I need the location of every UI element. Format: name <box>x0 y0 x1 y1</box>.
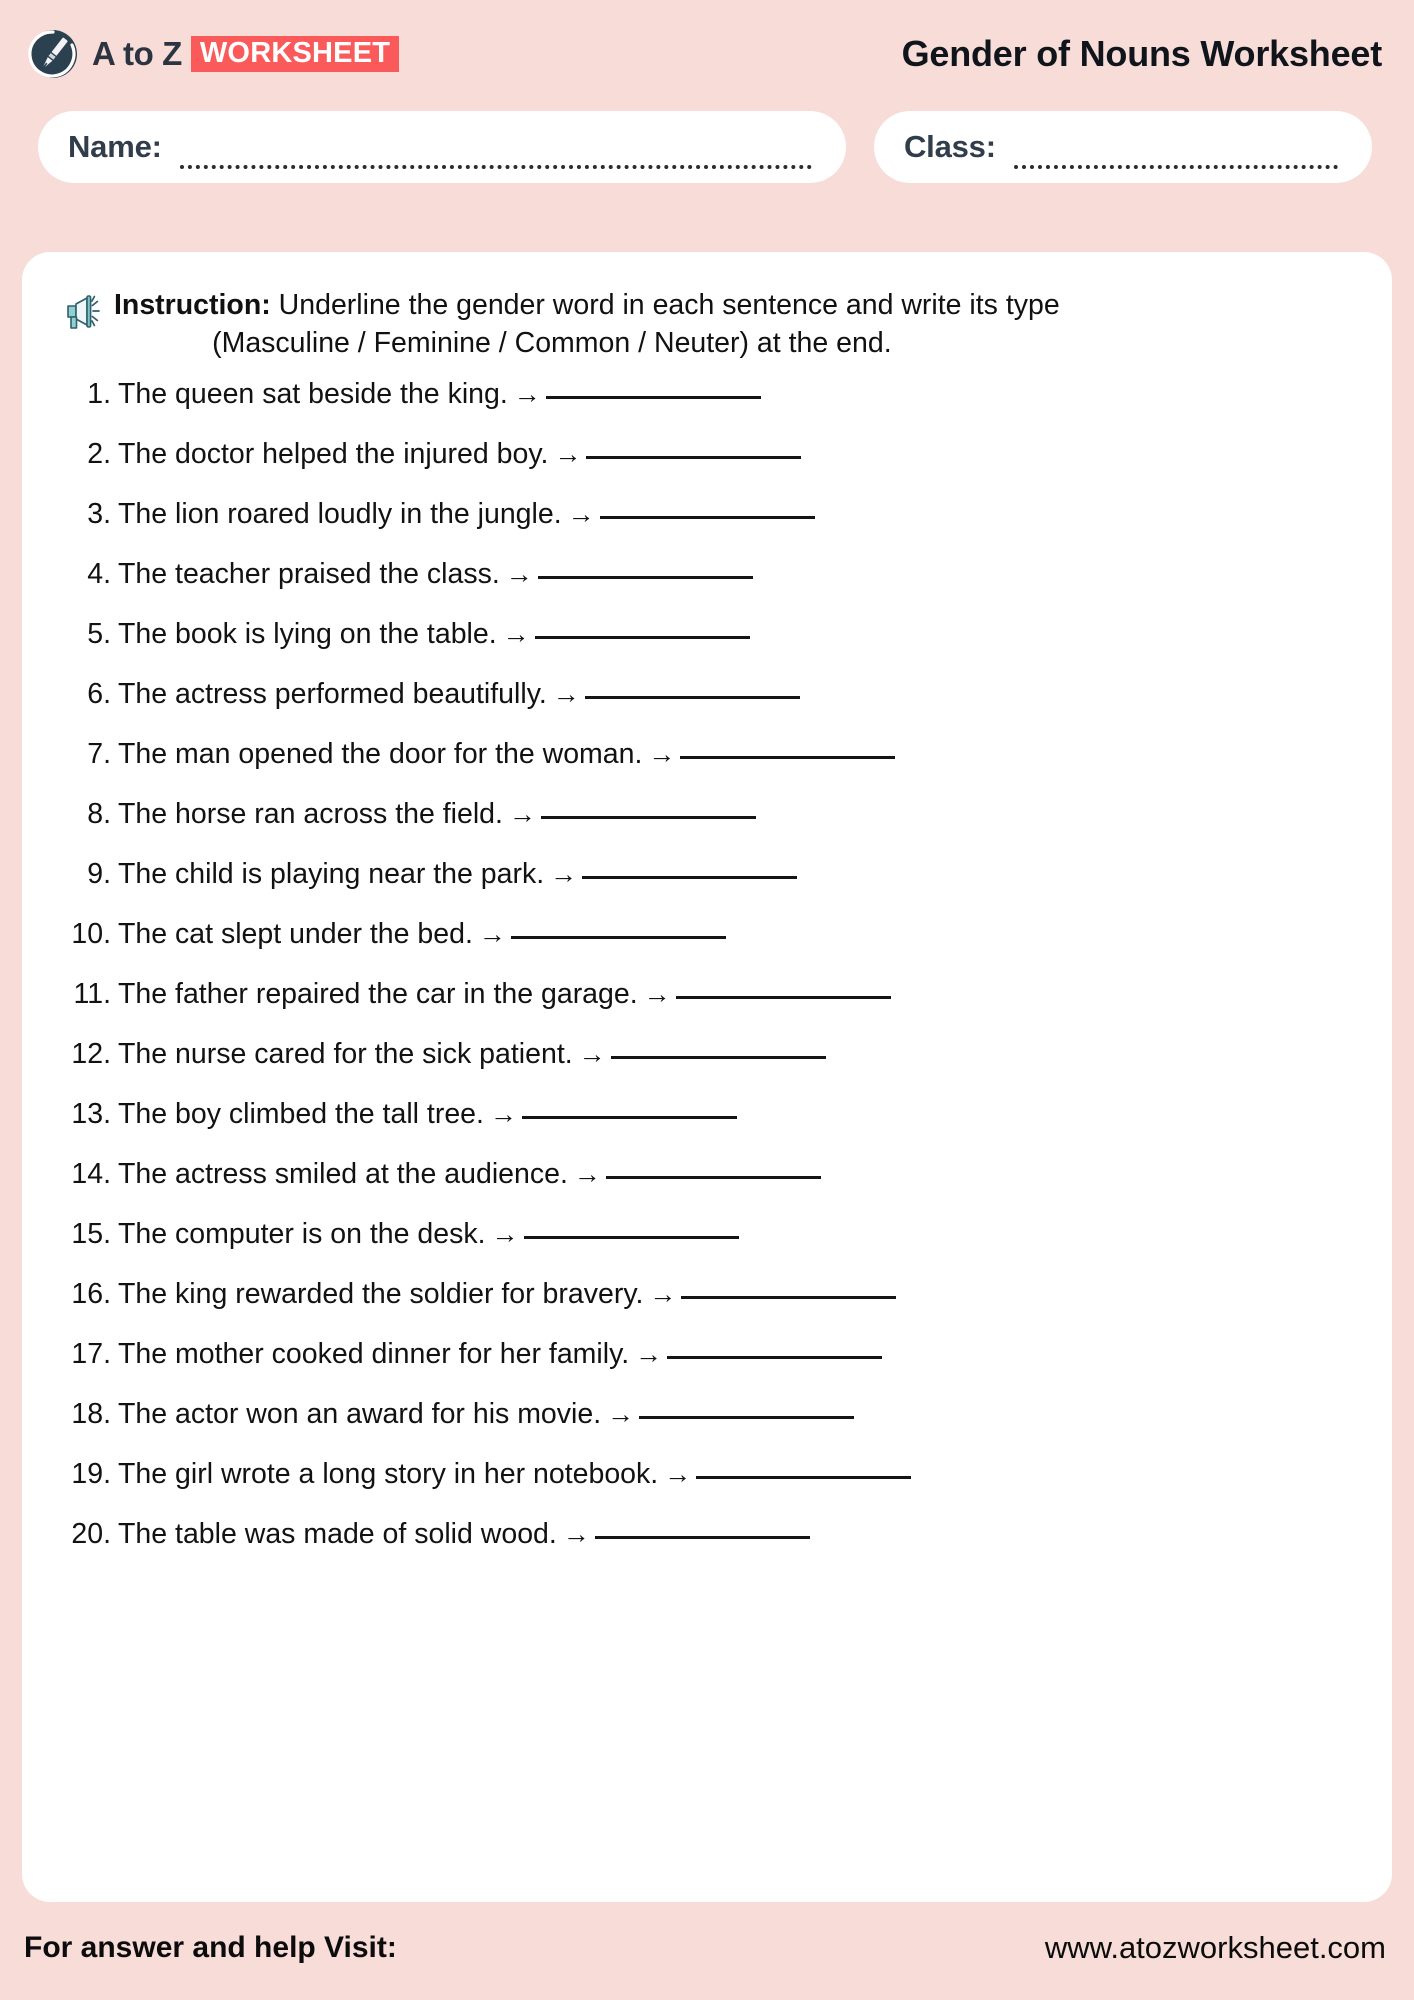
arrow-icon: → <box>648 739 676 770</box>
arrow-icon: → <box>567 499 595 530</box>
question-number: 9. <box>87 858 111 891</box>
answer-blank[interactable] <box>696 1475 911 1479</box>
question-row <box>46 620 1352 680</box>
question-row <box>46 1280 1352 1340</box>
brand-logo <box>26 27 399 81</box>
question-number: 8. <box>87 798 111 831</box>
answer-blank[interactable] <box>595 1535 810 1539</box>
name-label: Name: <box>68 129 162 164</box>
question-row <box>46 1460 1352 1520</box>
arrow-icon: → <box>502 619 530 650</box>
question-number: 6. <box>87 678 111 711</box>
instruction-label: Instruction: <box>114 289 271 321</box>
question-number: 20. <box>71 1518 111 1551</box>
worksheet-card <box>22 252 1392 1902</box>
question-sentence: The book is lying on the table. <box>118 618 497 651</box>
arrow-icon: → <box>643 979 671 1010</box>
question-row <box>46 1040 1352 1100</box>
name-input-line[interactable] <box>180 143 812 169</box>
question-row <box>46 680 1352 740</box>
arrow-icon: → <box>573 1159 601 1190</box>
question-sentence: The teacher praised the class. <box>118 558 500 591</box>
question-row <box>46 560 1352 620</box>
question-number: 17. <box>71 1338 111 1371</box>
instruction-text <box>114 286 1060 362</box>
student-info-bar <box>0 108 1414 186</box>
answer-blank[interactable] <box>535 635 750 639</box>
answer-blank[interactable] <box>546 395 761 399</box>
question-number: 7. <box>87 738 111 771</box>
questions-list <box>46 380 1352 1580</box>
question-number: 5. <box>87 618 111 651</box>
arrow-icon: → <box>550 859 578 890</box>
question-sentence: The cat slept under the bed. <box>118 918 473 951</box>
answer-blank[interactable] <box>606 1175 821 1179</box>
answer-blank[interactable] <box>511 935 726 939</box>
pen-in-circle-logo-icon <box>26 27 80 81</box>
arrow-icon: → <box>664 1459 692 1490</box>
question-sentence: The girl wrote a long story in her notebook. <box>118 1458 659 1491</box>
answer-blank[interactable] <box>522 1115 737 1119</box>
answer-blank[interactable] <box>639 1415 854 1419</box>
question-row <box>46 740 1352 800</box>
footer-help-text: For answer and help Visit: <box>24 1931 397 1964</box>
page-title: Gender of Nouns Worksheet <box>901 33 1382 74</box>
question-row <box>46 440 1352 500</box>
answer-blank[interactable] <box>524 1235 739 1239</box>
question-number: 12. <box>71 1038 111 1071</box>
arrow-icon: → <box>554 439 582 470</box>
answer-blank[interactable] <box>667 1355 882 1359</box>
question-row <box>46 380 1352 440</box>
question-sentence: The nurse cared for the sick patient. <box>118 1038 573 1071</box>
question-number: 16. <box>71 1278 111 1311</box>
answer-blank[interactable] <box>680 755 895 759</box>
question-sentence: The man opened the door for the woman. <box>118 738 643 771</box>
question-number: 13. <box>71 1098 111 1131</box>
footer-website-link[interactable]: www.atozworksheet.com <box>1044 1930 1386 1965</box>
question-sentence: The actress performed beautifully. <box>118 678 547 711</box>
question-number: 19. <box>71 1458 111 1491</box>
question-sentence: The doctor helped the injured boy. <box>118 438 549 471</box>
brand-wordmark <box>92 35 399 73</box>
question-row <box>46 500 1352 560</box>
instruction-block <box>46 286 1352 362</box>
question-row <box>46 1400 1352 1460</box>
question-sentence: The mother cooked dinner for her family. <box>118 1338 630 1371</box>
question-number: 11. <box>73 978 111 1011</box>
arrow-icon: → <box>552 679 580 710</box>
page-footer <box>0 1910 1414 2000</box>
question-row <box>46 800 1352 860</box>
answer-blank[interactable] <box>538 575 753 579</box>
question-number: 2. <box>87 438 111 471</box>
answer-blank[interactable] <box>582 875 797 879</box>
question-number: 4. <box>87 558 111 591</box>
arrow-icon: → <box>505 559 533 590</box>
arrow-icon: → <box>562 1519 590 1550</box>
answer-blank[interactable] <box>585 695 800 699</box>
question-sentence: The lion roared loudly in the jungle. <box>118 498 562 531</box>
question-row <box>46 1100 1352 1160</box>
class-field[interactable] <box>874 111 1372 183</box>
question-sentence: The queen sat beside the king. <box>118 378 508 411</box>
megaphone-icon <box>60 290 104 334</box>
question-row <box>46 920 1352 980</box>
arrow-icon: → <box>635 1339 663 1370</box>
question-row <box>46 1520 1352 1580</box>
class-label: Class: <box>904 129 996 164</box>
instruction-line-2: (Masculine / Feminine / Common / Neuter) at the end. <box>212 327 892 360</box>
answer-blank[interactable] <box>586 455 801 459</box>
arrow-icon: → <box>649 1279 677 1310</box>
question-row <box>46 1220 1352 1280</box>
brand-name: A to Z <box>92 35 182 72</box>
page-header <box>0 0 1414 108</box>
question-sentence: The table was made of solid wood. <box>118 1518 557 1551</box>
question-sentence: The actor won an award for his movie. <box>118 1398 602 1431</box>
question-number: 3. <box>87 498 111 531</box>
arrow-icon: → <box>489 1099 517 1130</box>
instruction-line-1: Underline the gender word in each sentence and write its type <box>278 289 1060 321</box>
class-input-line[interactable] <box>1014 143 1338 169</box>
answer-blank[interactable] <box>600 515 815 519</box>
answer-blank[interactable] <box>541 815 756 819</box>
answer-blank[interactable] <box>681 1295 896 1299</box>
arrow-icon: → <box>578 1039 606 1070</box>
question-number: 1. <box>87 378 111 411</box>
question-sentence: The horse ran across the field. <box>118 798 503 831</box>
arrow-icon: → <box>491 1219 519 1250</box>
question-sentence: The king rewarded the soldier for bravery. <box>118 1278 644 1311</box>
arrow-icon: → <box>478 919 506 950</box>
arrow-icon: → <box>607 1399 635 1430</box>
question-row <box>46 980 1352 1040</box>
question-number: 15. <box>71 1218 111 1251</box>
answer-blank[interactable] <box>676 995 891 999</box>
brand-badge: WORKSHEET <box>191 36 399 72</box>
question-sentence: The actress smiled at the audience. <box>118 1158 568 1191</box>
question-sentence: The computer is on the desk. <box>118 1218 486 1251</box>
question-sentence: The child is playing near the park. <box>118 858 545 891</box>
question-number: 10. <box>71 918 111 951</box>
name-field[interactable] <box>38 111 846 183</box>
question-number: 18. <box>71 1398 111 1431</box>
arrow-icon: → <box>508 799 536 830</box>
arrow-icon: → <box>513 379 541 410</box>
question-sentence: The father repaired the car in the garage. <box>118 978 638 1011</box>
question-row <box>46 1160 1352 1220</box>
answer-blank[interactable] <box>611 1055 826 1059</box>
question-sentence: The boy climbed the tall tree. <box>118 1098 484 1131</box>
question-row <box>46 1340 1352 1400</box>
question-number: 14. <box>71 1158 111 1191</box>
question-row <box>46 860 1352 920</box>
